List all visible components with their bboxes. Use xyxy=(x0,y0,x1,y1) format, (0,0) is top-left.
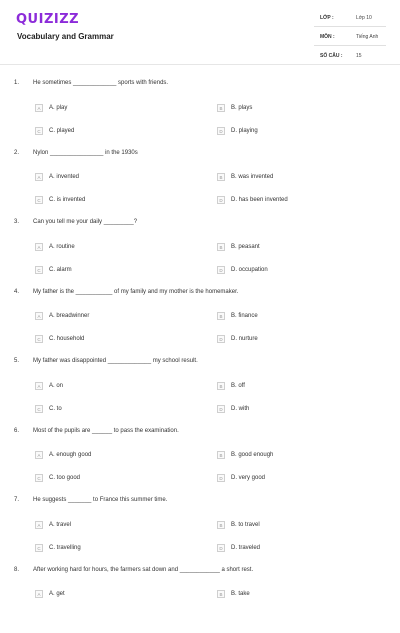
option-letter-box: D xyxy=(217,474,225,482)
option-b[interactable] xyxy=(217,516,260,526)
option-d[interactable] xyxy=(217,470,265,480)
option-text: D. very good xyxy=(231,475,265,481)
option-letter-box: B xyxy=(217,243,225,251)
meta-label: MÔN : xyxy=(320,34,335,40)
option-letter-box: C xyxy=(35,196,43,204)
option-letter-box: A xyxy=(35,104,43,112)
option-letter-box: D xyxy=(217,196,225,204)
option-letter-box: D xyxy=(217,335,225,343)
option-a[interactable] xyxy=(35,308,89,318)
option-letter-box: C xyxy=(35,405,43,413)
worksheet-meta xyxy=(314,12,386,65)
option-letter-box: D xyxy=(217,266,225,274)
option-text: A. on xyxy=(49,383,63,389)
option-d[interactable] xyxy=(217,122,258,132)
question-text: He sometimes _____________ sports with friends. xyxy=(33,80,168,86)
option-text: A. travel xyxy=(49,522,71,528)
option-letter-box: C xyxy=(35,127,43,135)
question-number: 3. xyxy=(14,219,19,225)
question-text: Most of the pupils are ______ to pass the examination. xyxy=(33,428,179,434)
worksheet-header xyxy=(0,0,400,70)
question-4 xyxy=(0,286,400,356)
question-text: Nylon ________________ in the 1930s xyxy=(33,150,138,156)
question-8 xyxy=(0,564,400,633)
question-number: 6. xyxy=(14,428,19,434)
option-text: C. is invented xyxy=(49,197,85,203)
question-text: He suggests _______ to France this summer time. xyxy=(33,497,167,503)
option-c[interactable] xyxy=(35,331,84,341)
question-7 xyxy=(0,494,400,564)
option-letter-box: A xyxy=(35,521,43,529)
option-d[interactable] xyxy=(217,261,268,271)
option-text: A. play xyxy=(49,105,67,111)
option-d[interactable] xyxy=(217,192,288,202)
option-letter-box: A xyxy=(35,243,43,251)
question-6 xyxy=(0,425,400,495)
option-text: D. with xyxy=(231,406,249,412)
option-text: B. peasant xyxy=(231,244,260,250)
option-a[interactable] xyxy=(35,447,91,457)
option-c[interactable] xyxy=(35,122,74,132)
option-text: D. has been invented xyxy=(231,197,288,203)
option-c[interactable] xyxy=(35,470,80,480)
question-2 xyxy=(0,147,400,217)
question-number: 5. xyxy=(14,358,19,364)
question-5 xyxy=(0,355,400,425)
option-d[interactable] xyxy=(217,331,258,341)
question-number: 1. xyxy=(14,80,19,86)
worksheet-title: Vocabulary and Grammar xyxy=(17,32,114,41)
meta-row-subject xyxy=(314,31,386,46)
question-number: 8. xyxy=(14,567,19,573)
option-a[interactable] xyxy=(35,99,67,109)
option-a[interactable] xyxy=(35,169,79,179)
option-c[interactable] xyxy=(35,261,72,271)
quizizz-logo: QUIZIZZ xyxy=(16,12,79,27)
question-list xyxy=(0,77,400,633)
option-text: A. breadwinner xyxy=(49,313,89,319)
option-letter-box: B xyxy=(217,382,225,390)
option-text: B. plays xyxy=(231,105,252,111)
option-text: D. nurture xyxy=(231,336,258,342)
option-letter-box: A xyxy=(35,382,43,390)
option-text: D. occupation xyxy=(231,267,268,273)
option-text: B. was invented xyxy=(231,174,273,180)
question-number: 7. xyxy=(14,497,19,503)
option-d[interactable] xyxy=(217,400,249,410)
question-number: 4. xyxy=(14,289,19,295)
option-letter-box: A xyxy=(35,312,43,320)
question-text: My father was disappointed _____________ my school result. xyxy=(33,358,198,364)
option-letter-box: B xyxy=(217,104,225,112)
option-text: C. household xyxy=(49,336,84,342)
option-a[interactable] xyxy=(35,238,75,248)
option-text: C. played xyxy=(49,128,74,134)
option-letter-box: D xyxy=(217,544,225,552)
option-letter-box: B xyxy=(217,590,225,598)
option-text: A. get xyxy=(49,591,65,597)
option-text: A. enough good xyxy=(49,452,91,458)
header-divider xyxy=(0,64,400,65)
question-3 xyxy=(0,216,400,286)
option-letter-box: A xyxy=(35,590,43,598)
question-text: After working hard for hours, the farmers sat down and ____________ a short rest. xyxy=(33,567,253,573)
option-letter-box: D xyxy=(217,405,225,413)
question-text: My father is the ___________ of my family and my mother is the homemaker. xyxy=(33,289,238,295)
option-text: D. traveled xyxy=(231,545,260,551)
option-letter-box: B xyxy=(217,521,225,529)
option-b[interactable] xyxy=(217,169,273,179)
option-text: A. invented xyxy=(49,174,79,180)
option-b[interactable] xyxy=(217,586,250,596)
question-text: Can you tell me your daily _________? xyxy=(33,219,137,225)
option-text: A. routine xyxy=(49,244,75,250)
option-text: C. to xyxy=(49,406,62,412)
option-d[interactable] xyxy=(217,539,260,549)
option-letter-box: B xyxy=(217,173,225,181)
option-b[interactable] xyxy=(217,99,252,109)
question-1 xyxy=(0,77,400,147)
option-letter-box: C xyxy=(35,474,43,482)
option-text: B. to travel xyxy=(231,522,260,528)
option-c[interactable] xyxy=(35,539,81,549)
option-a[interactable] xyxy=(35,377,63,387)
option-letter-box: C xyxy=(35,544,43,552)
option-letter-box: A xyxy=(35,173,43,181)
meta-value: Lớp 10 xyxy=(356,15,372,21)
option-letter-box: D xyxy=(217,127,225,135)
option-letter-box: C xyxy=(35,335,43,343)
meta-row-class xyxy=(314,12,386,27)
option-text: C. too good xyxy=(49,475,80,481)
option-b[interactable] xyxy=(217,308,258,318)
option-text: B. good enough xyxy=(231,452,273,458)
option-text: C. travelling xyxy=(49,545,81,551)
option-letter-box: A xyxy=(35,451,43,459)
option-text: B. finance xyxy=(231,313,258,319)
option-text: B. take xyxy=(231,591,250,597)
option-c[interactable] xyxy=(35,400,62,410)
option-c[interactable] xyxy=(35,192,85,202)
option-a[interactable] xyxy=(35,516,71,526)
option-letter-box: C xyxy=(35,266,43,274)
option-letter-box: B xyxy=(217,312,225,320)
option-letter-box: B xyxy=(217,451,225,459)
meta-label: SỐ CÂU : xyxy=(320,53,343,59)
option-a[interactable] xyxy=(35,586,65,596)
option-text: C. alarm xyxy=(49,267,72,273)
option-b[interactable] xyxy=(217,238,260,248)
question-number: 2. xyxy=(14,150,19,156)
meta-value: 15 xyxy=(356,53,362,59)
option-b[interactable] xyxy=(217,447,273,457)
meta-value: Tiếng Anh xyxy=(356,34,378,40)
option-text: B. off xyxy=(231,383,245,389)
option-text: D. playing xyxy=(231,128,258,134)
option-b[interactable] xyxy=(217,377,245,387)
meta-label: LỚP : xyxy=(320,15,334,21)
meta-row-question-count xyxy=(314,50,386,65)
